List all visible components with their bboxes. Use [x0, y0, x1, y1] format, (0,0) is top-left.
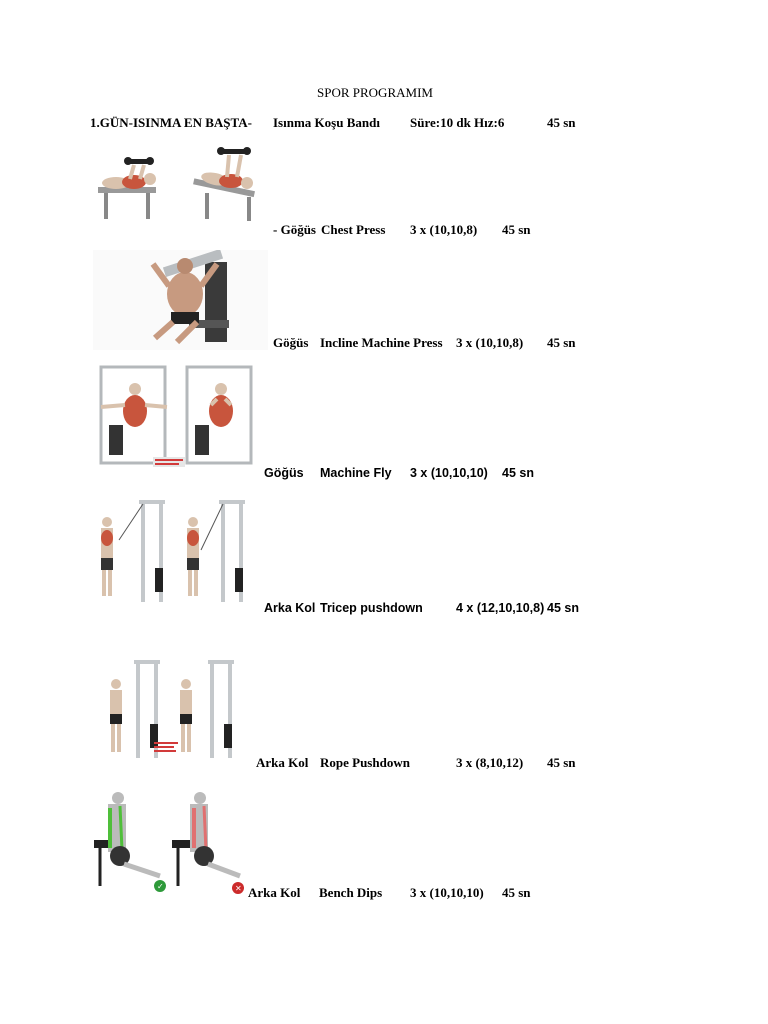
exercise-6-name: Bench Dips — [319, 885, 383, 900]
exercise-2-rest: 45 sn — [547, 335, 576, 350]
bench-dips-icon — [90, 786, 250, 898]
exercise-3-muscle: Göğüs — [264, 466, 304, 480]
warmup-exercise: Isınma Koşu Bandı — [273, 115, 380, 130]
exercise-1-sets: 3 x (10,10,8) — [410, 222, 478, 237]
exercise-6-muscle: Arka Kol — [248, 885, 301, 900]
exercise-5-name: Rope Pushdown — [320, 755, 410, 770]
exercise-2-muscle: Göğüs — [273, 335, 309, 350]
svg-text:✓: ✓ — [157, 882, 164, 891]
exercise-2-name: Incline Machine Press — [320, 335, 443, 350]
exercise-4-name: Tricep pushdown — [320, 601, 423, 615]
exercise-5-sets: 3 x (8,10,12) — [456, 755, 524, 770]
dumbbell-press-icon — [90, 145, 270, 235]
exercise-5-muscle: Arka Kol — [256, 755, 309, 770]
exercise-4-muscle: Arka Kol — [264, 601, 316, 615]
exercise-1-rest: 45 sn — [502, 222, 531, 237]
exercise-4-rest: 45 sn — [547, 601, 579, 615]
exercise-3-name: Machine Fly — [320, 466, 392, 480]
exercise-1-name: Chest Press — [321, 222, 386, 237]
machine-fly-icon — [95, 363, 260, 475]
exercise-6-rest: 45 sn — [502, 885, 531, 900]
exercise-5-rest: 45 sn — [547, 755, 576, 770]
page-title: SPOR PROGRAMIM — [317, 85, 433, 100]
warmup-rest: 45 sn — [547, 115, 576, 130]
exercise-1-muscle: - Göğüs — [273, 222, 316, 237]
incline-machine-press-icon — [93, 250, 268, 350]
tricep-pushdown-icon — [95, 498, 257, 610]
exercise-2-sets: 3 x (10,10,8) — [456, 335, 524, 350]
exercise-6-sets: 3 x (10,10,10) — [410, 885, 484, 900]
day-header-label: 1.GÜN-ISINMA EN BAŞTA- — [90, 115, 252, 130]
warmup-detail: Süre:10 dk Hız:6 — [410, 115, 505, 130]
rope-pushdown-icon — [100, 658, 245, 766]
svg-text:✕: ✕ — [235, 884, 242, 893]
exercise-4-sets: 4 x (12,10,10,8) — [456, 601, 545, 615]
exercise-3-sets: 3 x (10,10,10) — [410, 466, 488, 480]
exercise-3-rest: 45 sn — [502, 466, 534, 480]
